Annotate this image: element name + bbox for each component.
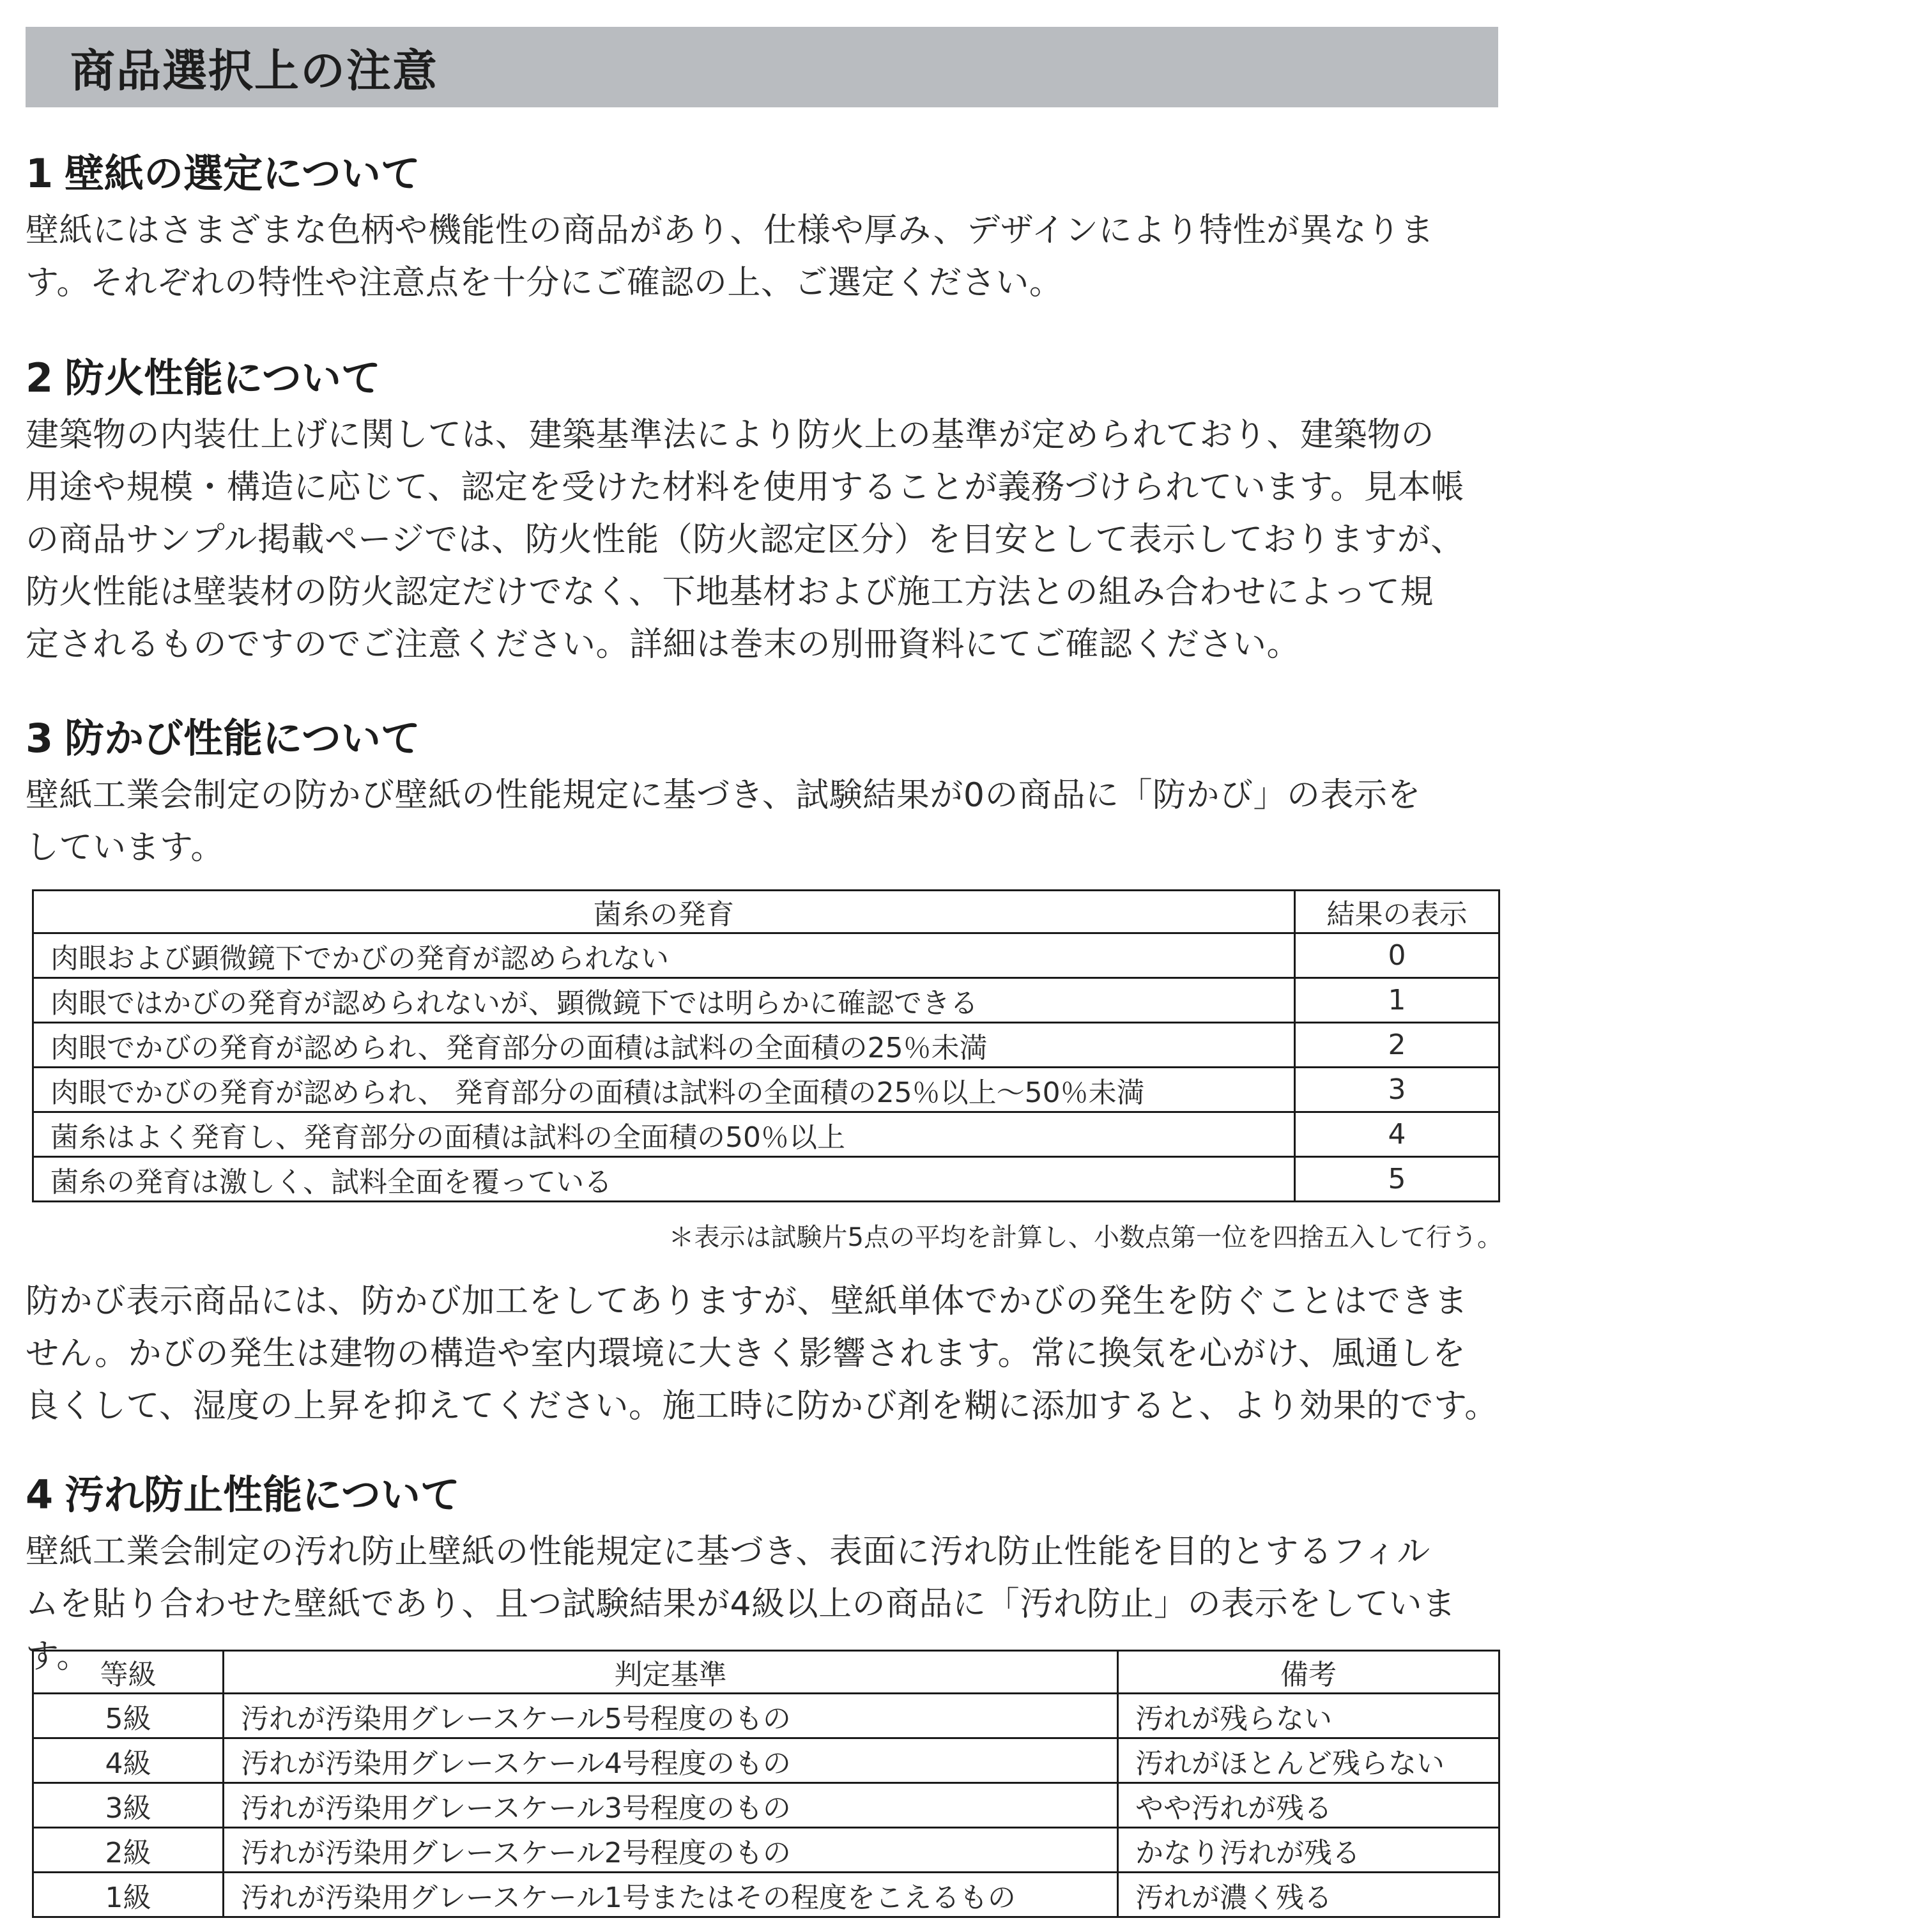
table-cell: 汚れがほとんど残らない [1118,1738,1499,1783]
table-row [33,1694,1499,1738]
section-number: 2 [26,355,54,401]
table-header: 備考 [1118,1651,1499,1694]
paragraph-line: 定されるものですのでご注意ください。詳細は巻末の別冊資料にてご確認ください。 [26,625,1301,664]
section-heading [26,1469,1501,1521]
table-row [33,1828,1499,1873]
table-cell: 肉眼および顕微鏡下でかびの発育が認められない [33,933,1295,978]
table-cell: 1級 [33,1873,224,1917]
paragraph-line: 壁紙工業会制定の汚れ防止壁紙の性能規定に基づき、表面に汚れ防止性能を目的とするフィル [26,1533,1430,1571]
table-cell: 2級 [33,1828,224,1873]
section-3 [26,713,1501,874]
table-header: 判定基準 [224,1651,1118,1694]
table-row [33,933,1499,978]
section-number: 3 [26,715,54,762]
table-cell: 0 [1295,933,1499,978]
table-cell: 4 [1295,1112,1499,1157]
table-row [33,1112,1499,1157]
table-header-row [33,891,1499,933]
table-cell: 5級 [33,1694,224,1738]
section-3-notes [26,1275,1501,1432]
section-heading [26,148,1501,199]
paragraph-line: 壁紙にはさまざまな色柄や機能性の商品があり、仕様や厚み、デザインにより特性が異なりま [26,211,1434,250]
table-cell: 5 [1295,1157,1499,1202]
paragraph-line: 壁紙工業会制定の防かび壁紙の性能規定に基づき、試験結果が0の商品に「防かび」の表示を [26,776,1422,815]
section-heading [26,713,1501,764]
table-row [33,1873,1499,1917]
table-cell: 肉眼ではかびの発育が認められないが、顕微鏡下では明らかに確認できる [33,978,1295,1023]
table-row [33,1783,1499,1828]
table-cell: 4級 [33,1738,224,1783]
paragraph-line: ムを貼り合わせた壁紙であり、且つ試験結果が4級以上の商品に「汚れ防止」の表示をしています。 [26,1585,1456,1676]
paragraph-line: 建築物の内装仕上げに関しては、建築基準法により防火上の基準が定められており、建築物の [26,416,1435,454]
table-header: 菌糸の発育 [33,891,1295,933]
table-cell: 汚れが汚染用グレースケール3号程度のもの [224,1783,1118,1828]
section-title: 防かび性能について [65,715,420,762]
paragraph-line: しています。 [26,829,224,867]
section-number: 4 [26,1471,54,1518]
table-cell: かなり汚れが残る [1118,1828,1499,1873]
table-cell: 肉眼でかびの発育が認められ、 発育部分の面積は試料の全面積の25％以上～50％未満 [33,1068,1295,1112]
section-2 [26,353,1501,671]
table-header: 結果の表示 [1295,891,1499,933]
section-title: 防火性能について [65,355,381,401]
table-cell: 汚れが汚染用グレースケール1号またはその程度をこえるもの [224,1873,1118,1917]
table-row [33,1157,1499,1202]
page-title: 商品選択上の注意 [70,44,438,97]
section-title: 壁紙の選定について [65,150,420,197]
paragraph-line: 用途や規模・構造に応じて、認定を受けた材料を使用することが義務づけられています。見本帳 [26,468,1465,507]
table-cell: 汚れが残らない [1118,1694,1499,1738]
section-title: 汚れ防止性能について [65,1471,460,1518]
table-cell: 汚れが汚染用グレースケール2号程度のもの [224,1828,1118,1873]
table-header: 等級 [33,1651,224,1694]
table-cell: 汚れが汚染用グレースケール5号程度のもの [224,1694,1118,1738]
title-banner [26,27,1498,107]
table-row [33,1023,1499,1068]
table-footnote: ＊表示は試験片5点の平均を計算し、小数点第一位を四捨五入して行う。 [668,1223,1503,1252]
table-cell: やや汚れが残る [1118,1783,1499,1828]
table-cell: 汚れが汚染用グレースケール4号程度のもの [224,1738,1118,1783]
paragraph-line: 良くして、湿度の上昇を抑えてください。施工時に防かび剤を糊に添加すると、より効果的です。 [26,1387,1498,1425]
table-row [33,978,1499,1023]
table-row [33,1068,1499,1112]
table-cell: 1 [1295,978,1499,1023]
paragraph-line: せん。かびの発生は建物の構造や室内環境に大きく影響されます。常に換気を心がけ、風通しを [26,1335,1466,1373]
paragraph-line: 防かび表示商品には、防かび加工をしてありますが、壁紙単体でかびの発生を防ぐことはできま [26,1282,1468,1321]
stain-table [32,1650,1500,1918]
section-number: 1 [26,150,54,197]
table-cell: 肉眼でかびの発育が認められ、発育部分の面積は試料の全面積の25％未満 [33,1023,1295,1068]
table-cell: 菌糸はよく発育し、発育部分の面積は試料の全面積の50％以上 [33,1112,1295,1157]
table-cell: 3級 [33,1783,224,1828]
table-cell: 菌糸の発育は激しく、試料全面を覆っている [33,1157,1295,1202]
table-cell: 汚れが濃く残る [1118,1873,1499,1917]
paragraph-line: 防火性能は壁装材の防火認定だけでなく、下地基材および施工方法との組み合わせによって規 [26,573,1434,611]
table-row [33,1738,1499,1783]
mold-table [32,889,1500,1202]
table-header-row [33,1651,1499,1694]
paragraph-line: す。それぞれの特性や注意点を十分にご確認の上、ご選定ください。 [26,264,1063,302]
section-heading [26,353,1501,404]
table-cell: 2 [1295,1023,1499,1068]
paragraph-line: の商品サンプル掲載ページでは、防火性能（防火認定区分）を目安として表示しておりますが、 [26,521,1464,559]
section-1 [26,148,1501,309]
table-cell: 3 [1295,1068,1499,1112]
